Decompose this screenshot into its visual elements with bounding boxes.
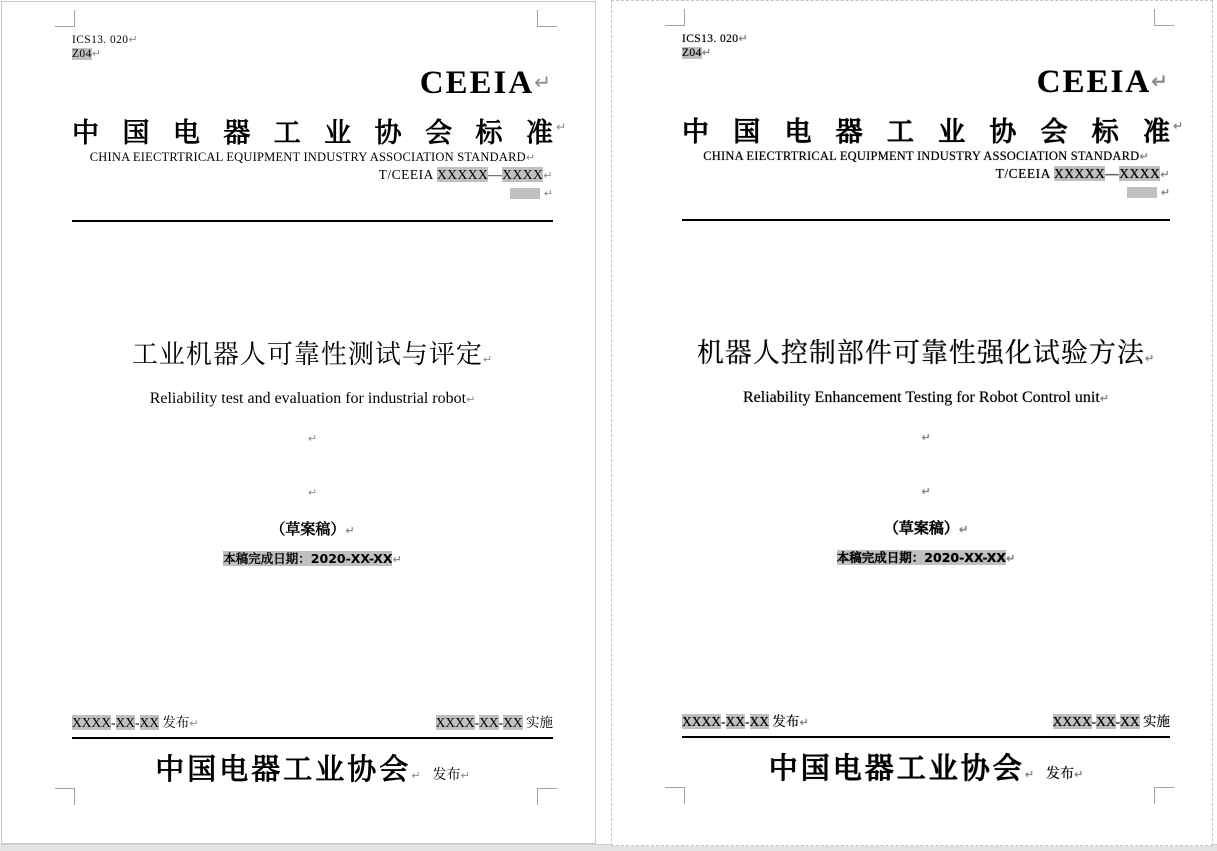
- standard-number: [72, 166, 553, 184]
- draft-date: [682, 550, 1170, 567]
- implement-label: 实施: [526, 715, 553, 730]
- standard-number: [682, 165, 1170, 183]
- standard-number-part2: XXXX: [1119, 166, 1161, 181]
- document-page-right: [611, 0, 1213, 846]
- header-rule: [682, 219, 1170, 221]
- paragraph-mark-icon: ↵: [555, 120, 566, 134]
- highlighted-blank-box: [1127, 187, 1157, 198]
- date-separator: -: [498, 715, 504, 730]
- paragraph-mark-icon: ↵: [799, 716, 809, 729]
- implement-year: XXXX: [1052, 714, 1092, 729]
- date-separator: -: [745, 714, 750, 729]
- issue-day: XX: [139, 715, 159, 730]
- paragraph-mark-icon: ↵: [307, 432, 318, 445]
- implement-date: [436, 714, 553, 733]
- issue-label: 发布: [162, 715, 190, 730]
- paragraph-mark-icon: ↵: [958, 523, 969, 536]
- publisher-suffix: 发布: [1046, 767, 1074, 782]
- standard-number-part1: XXXXX: [1054, 166, 1106, 181]
- publisher-name: 中国电器工业协会: [768, 753, 1025, 785]
- paragraph-mark-icon: ↵: [1160, 168, 1170, 181]
- paragraph-mark-icon: ↵: [411, 769, 421, 782]
- publisher-name: 中国电器工业协会: [155, 754, 412, 786]
- issue-date: [682, 713, 809, 732]
- paragraph-mark-icon: ↵: [91, 47, 102, 60]
- paragraph-mark-icon: ↵: [921, 485, 931, 498]
- date-separator: -: [135, 715, 140, 730]
- ics-code-text: ICS13. 020: [72, 34, 129, 46]
- issue-day: XX: [749, 714, 769, 729]
- paragraph-mark-icon: ↵: [1074, 768, 1084, 781]
- standard-number-dash: —: [1105, 166, 1120, 181]
- implement-day: XX: [503, 715, 523, 730]
- date-separator: -: [111, 715, 116, 730]
- ceeia-logo-text: CEEIA: [1036, 64, 1152, 100]
- draft-date: [72, 551, 553, 568]
- ceeia-logo: [72, 63, 553, 102]
- draft-label: [72, 519, 553, 541]
- date-separator: -: [721, 714, 726, 729]
- classification-code: [682, 46, 1170, 60]
- issue-month: XX: [115, 715, 135, 730]
- issue-year: XXXX: [682, 714, 721, 729]
- publisher-suffix: 发布: [432, 768, 461, 783]
- standard-number-part2: XXXX: [502, 167, 544, 182]
- standard-title-cn-text: 工业机器人可靠性测试与评定: [131, 340, 483, 370]
- paragraph-mark-icon: ↵: [525, 151, 536, 164]
- footer-rule: [682, 736, 1170, 738]
- page-footer: [682, 713, 1170, 787]
- association-title-cn-row: [72, 118, 566, 149]
- standard-title-cn: [682, 337, 1170, 376]
- ceeia-logo-text: CEEIA: [419, 65, 535, 101]
- paragraph-mark-icon: ↵: [392, 553, 402, 566]
- paragraph-mark-icon: ↵: [1005, 552, 1016, 565]
- standard-number-dash: —: [488, 167, 503, 182]
- paragraph-mark-icon: ↵: [1172, 119, 1183, 133]
- highlighted-blank-row: [682, 185, 1170, 199]
- standard-title-en-text: Reliability test and evaluation for industrial robot: [149, 390, 467, 407]
- highlighted-blank-box: [510, 188, 540, 199]
- ics-code: [682, 32, 1170, 46]
- footer-rule: [72, 737, 553, 739]
- implement-day: XX: [1120, 714, 1140, 729]
- paragraph-mark-icon: ↵: [701, 46, 712, 59]
- implement-year: XXXX: [435, 715, 475, 730]
- paragraph-mark-icon: ↵: [307, 486, 318, 499]
- draft-label-text: （草案稿）: [270, 520, 346, 538]
- classification-code: [72, 47, 553, 61]
- association-title-cn: 中 国 电 器 工 业 协 会 标 准: [72, 118, 553, 148]
- empty-paragraph: [682, 483, 1170, 500]
- implement-date: [1053, 713, 1170, 732]
- paragraph-mark-icon: ↵: [1139, 150, 1149, 163]
- draft-date-text: 本稿完成日期：2020-XX-XX: [223, 551, 393, 566]
- paragraph-mark-icon: ↵: [1024, 768, 1034, 781]
- paragraph-mark-icon: ↵: [482, 353, 494, 366]
- dates-row: [72, 714, 553, 733]
- paragraph-mark-icon: ↵: [189, 717, 199, 730]
- page-footer: [72, 714, 553, 788]
- paragraph-mark-icon: ↵: [466, 393, 476, 406]
- issue-year: XXXX: [72, 715, 111, 730]
- association-title-en: [682, 149, 1170, 164]
- standard-title-en-text: Reliability Enhancement Testing for Robot Control unit: [743, 389, 1100, 406]
- empty-paragraph: [72, 430, 553, 447]
- paragraph-mark-icon: ↵: [1144, 352, 1156, 365]
- date-separator: -: [1115, 714, 1121, 729]
- issue-label: 发布: [772, 714, 800, 729]
- paragraph-mark-icon: ↵: [345, 524, 355, 537]
- paragraph-mark-icon: ↵: [1099, 392, 1109, 405]
- implement-label: 实施: [1143, 714, 1170, 729]
- ics-code-text: ICS13. 020: [682, 33, 739, 45]
- standard-title-en: [72, 389, 553, 410]
- classification-code-text: Z04: [72, 48, 92, 60]
- publisher-row: [72, 747, 553, 788]
- association-title-cn-row: [682, 117, 1183, 148]
- classification-code-text: Z04: [682, 47, 702, 59]
- paragraph-mark-icon: ↵: [738, 32, 749, 45]
- paragraph-mark-icon: ↵: [1160, 186, 1170, 199]
- issue-date: [72, 714, 199, 733]
- draft-label-text: （草案稿）: [883, 519, 959, 537]
- header-rule: [72, 220, 553, 222]
- association-title-en: [72, 150, 553, 165]
- association-title-en-text: CHINA EIECTRTRICAL EQUIPMENT INDUSTRY ASSOCIATION STANDARD: [89, 150, 526, 164]
- paragraph-mark-icon: ↵: [460, 769, 470, 782]
- paragraph-mark-icon: ↵: [921, 431, 931, 444]
- paragraph-mark-icon: ↵: [128, 33, 139, 46]
- date-separator: -: [1091, 714, 1097, 729]
- association-title-cn: 中 国 电 器 工 业 协 会 标 准: [682, 117, 1170, 147]
- ics-code: [72, 33, 553, 47]
- standard-number-prefix: T/CEEIA: [378, 167, 438, 182]
- dates-row: [682, 713, 1170, 732]
- standard-number-prefix: T/CEEIA: [995, 166, 1055, 181]
- date-separator: -: [474, 715, 480, 730]
- highlighted-blank-row: [72, 186, 553, 200]
- issue-month: XX: [725, 714, 745, 729]
- empty-paragraph: [72, 484, 553, 501]
- standard-title-cn-text: 机器人控制部件可靠性强化试验方法: [696, 338, 1145, 369]
- implement-month: XX: [479, 715, 499, 730]
- paragraph-mark-icon: ↵: [543, 187, 553, 200]
- standard-title-cn: [72, 338, 553, 377]
- ceeia-logo: [682, 62, 1170, 101]
- empty-paragraph: [682, 429, 1170, 446]
- paragraph-mark-icon: ↵: [543, 169, 553, 182]
- implement-month: XX: [1096, 714, 1116, 729]
- document-page-left: [1, 1, 596, 844]
- paragraph-mark-icon: ↵: [1151, 69, 1170, 93]
- standard-number-part1: XXXXX: [437, 167, 489, 182]
- draft-date-text: 本稿完成日期：2020-XX-XX: [836, 550, 1006, 565]
- draft-label: [682, 518, 1170, 540]
- paragraph-mark-icon: ↵: [534, 70, 553, 94]
- standard-title-en: [682, 388, 1170, 409]
- publisher-row: [682, 746, 1170, 787]
- association-title-en-text: CHINA EIECTRTRICAL EQUIPMENT INDUSTRY ASSOCIATION STANDARD: [703, 149, 1140, 163]
